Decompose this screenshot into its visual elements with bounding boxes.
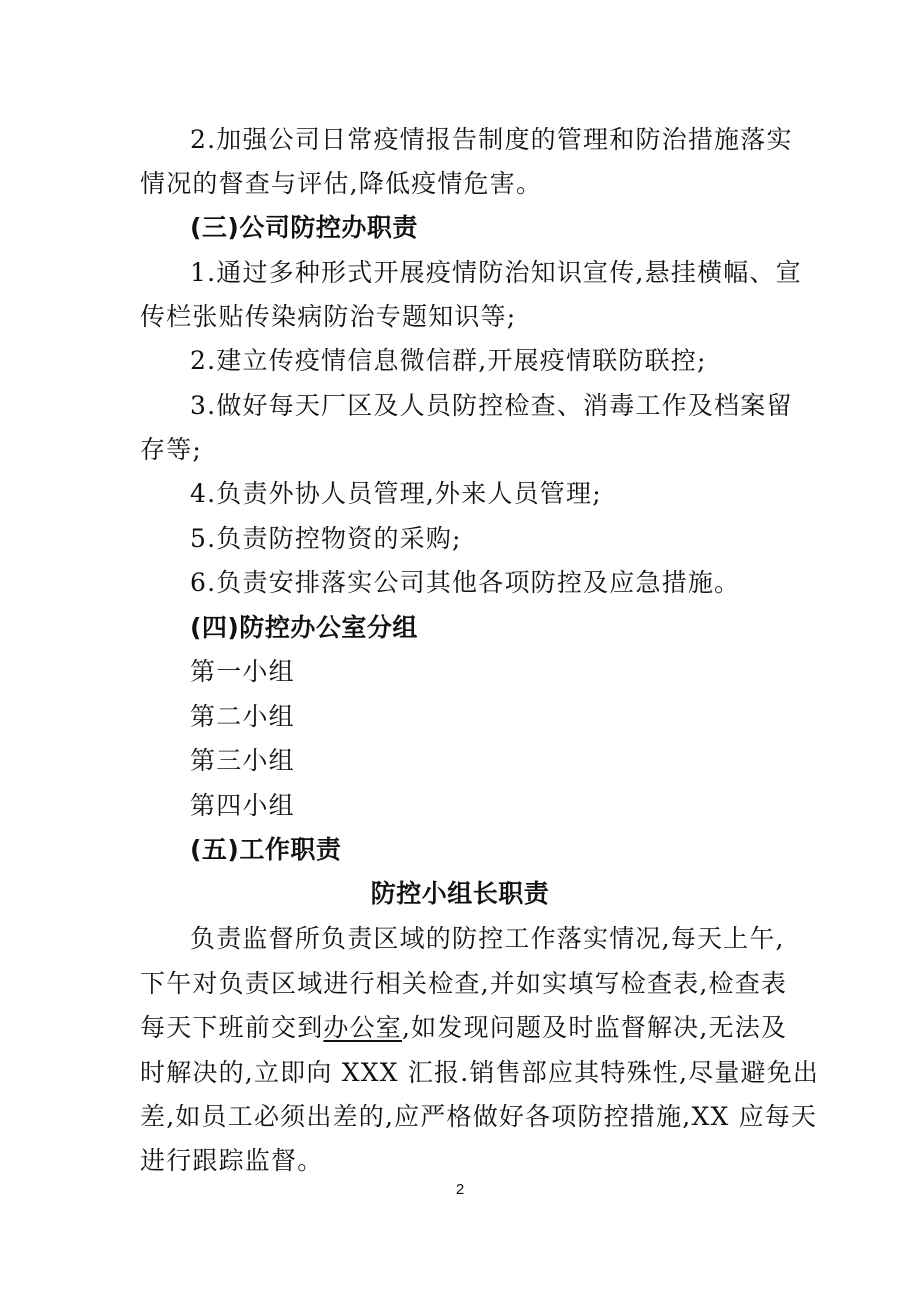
section-3-item-2: 2.建立传疫情信息微信群,开展疫情联防联控; bbox=[190, 346, 707, 375]
section-5-heading: (五)工作职责 bbox=[190, 835, 342, 864]
section-3-heading: (三)公司防控办职责 bbox=[190, 213, 418, 242]
duties-paragraph-line-4: 时解决的,立即向 XXX 汇报.销售部应其特殊性,尽量避免出 bbox=[140, 1058, 820, 1087]
group-leader-duties-heading: 防控小组长职责 bbox=[370, 879, 550, 908]
section-3-item-5: 5.负责防控物资的采购; bbox=[190, 524, 462, 553]
section-4-heading: (四)防控办公室分组 bbox=[190, 613, 418, 642]
group-item-4: 第四小组 bbox=[190, 791, 295, 820]
group-item-3: 第三小组 bbox=[190, 746, 295, 775]
item-2-line-2: 情况的督查与评估,降低疫情危害。 bbox=[140, 169, 543, 198]
duties-paragraph-line-3 bbox=[140, 1010, 787, 1046]
section-3-item-1-line-1: 1.通过多种形式开展疫情防治知识宣传,悬挂横幅、宣 bbox=[190, 258, 802, 287]
office-link[interactable]: 办公室 bbox=[323, 1013, 403, 1042]
section-3-item-4: 4.负责外协人员管理,外来人员管理; bbox=[190, 479, 602, 508]
duties-paragraph-line-1: 负责监督所负责区域的防控工作落实情况,每天上午, bbox=[190, 924, 785, 953]
item-2-line-1: 2.加强公司日常疫情报告制度的管理和防治措施落实 bbox=[190, 125, 793, 154]
group-item-2: 第二小组 bbox=[190, 702, 295, 731]
section-3-item-3-line-1: 3.做好每天厂区及人员防控检查、消毒工作及档案留 bbox=[190, 391, 793, 420]
duties-paragraph-line-6: 进行跟踪监督。 bbox=[140, 1146, 324, 1175]
section-3-item-3-line-2: 存等; bbox=[140, 435, 203, 464]
section-3-item-1-line-2: 传栏张贴传染病防治专题知识等; bbox=[140, 302, 517, 331]
section-3-item-6: 6.负责安排落实公司其他各项防控及应急措施。 bbox=[190, 568, 741, 597]
duties-paragraph-line-2: 下午对负责区域进行相关检查,并如实填写检查表,检查表 bbox=[140, 969, 788, 998]
duties-line-3-start: 每天下班前交到 bbox=[140, 1013, 324, 1042]
duties-paragraph-line-5: 差,如员工必须出差的,应严格做好各项防控措施,XX 应每天 bbox=[140, 1102, 818, 1131]
group-item-1: 第一小组 bbox=[190, 657, 295, 686]
duties-line-3-end: ,如发现问题及时监督解决,无法及 bbox=[402, 1013, 788, 1042]
page-number: 2 bbox=[455, 1181, 465, 1198]
